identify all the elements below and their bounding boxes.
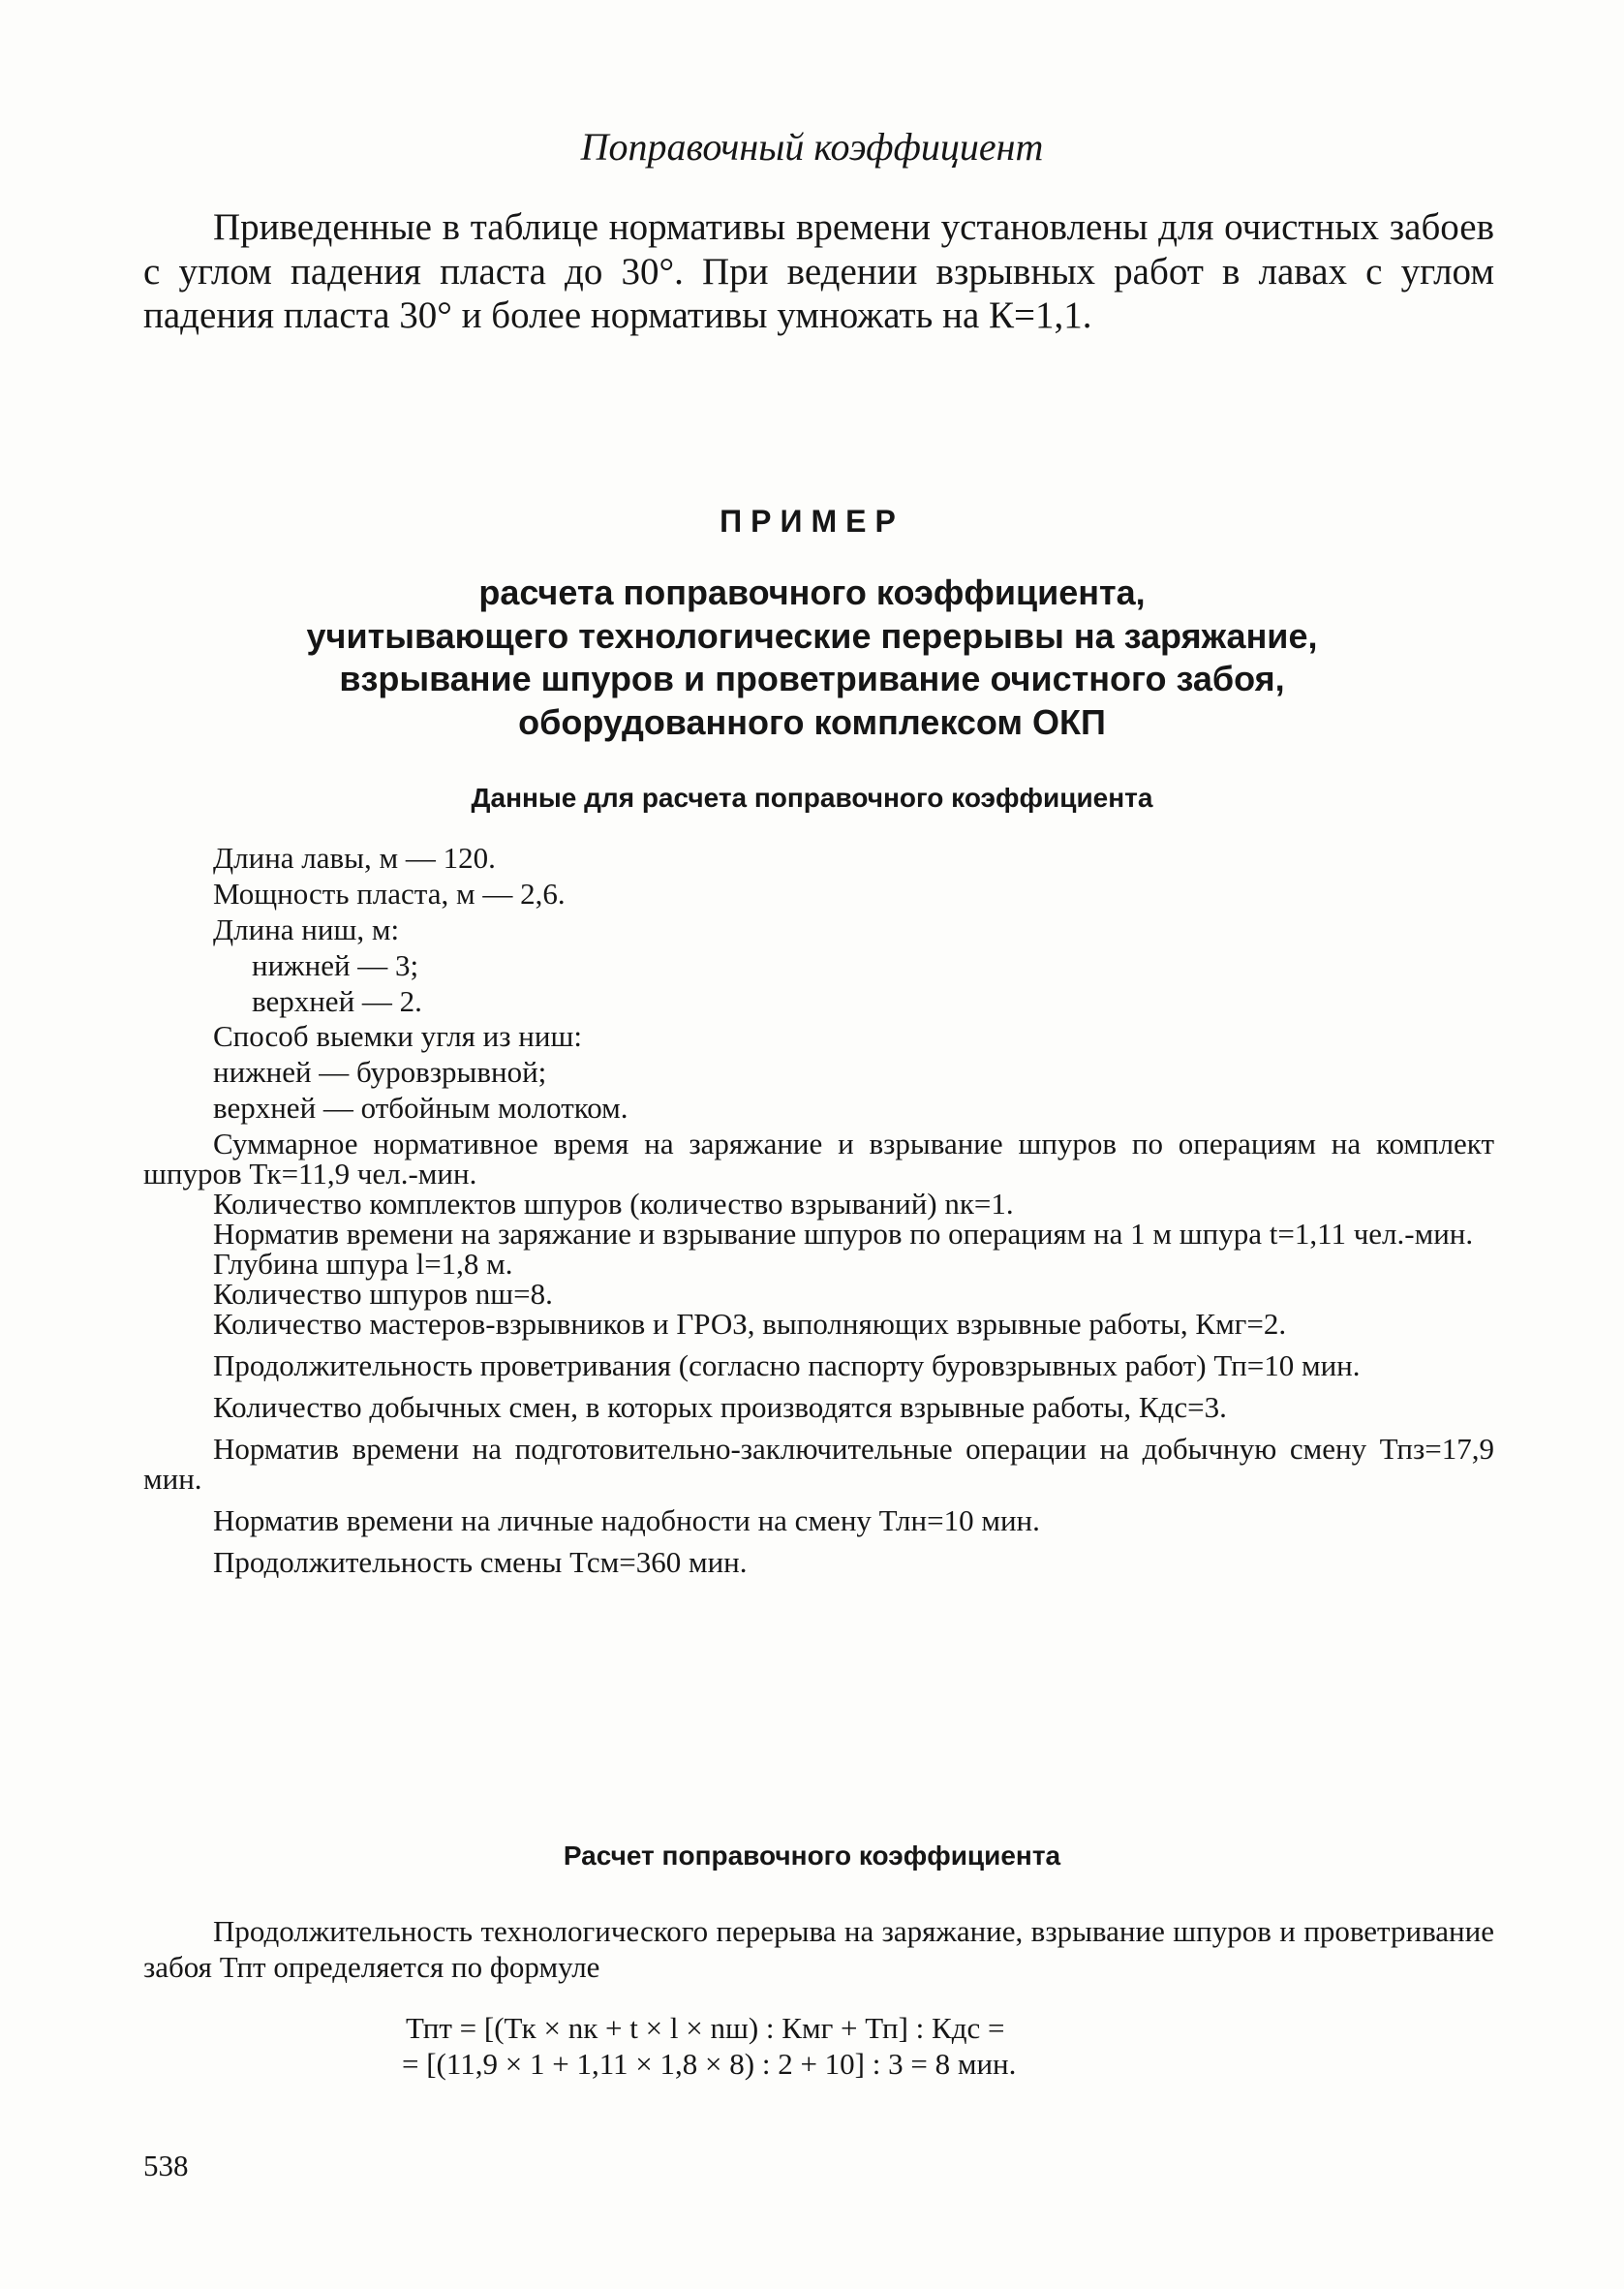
data-paragraph: Количество шпуров nш=8.: [213, 1277, 553, 1311]
page-number: 538: [143, 2149, 189, 2182]
formula-line: Тпт = [(Тк × nк + t × l × nш) : Кмг + Тп] : Кдс =: [406, 2011, 1005, 2045]
calc-section-heading: Расчет поправочного коэффициента: [563, 1840, 1061, 1871]
list-item: верхней — отбойным молотком.: [213, 1091, 628, 1126]
formula-line: = [(11,9 × 1 + 1,11 × 1,8 × 8) : 2 + 10] : 3 = 8 мин.: [402, 2047, 1017, 2082]
list-item: Длина ниш, м:: [213, 912, 400, 946]
example-subheading: [0, 572, 1624, 745]
data-section-heading: Данные для расчета поправочного коэффициента: [471, 783, 1153, 813]
section-title: Поправочный коэффициент: [580, 125, 1044, 169]
data-paragraph: Продолжительность проветривания (согласно паспорту буровзрывных работ) Тп=10 мин.: [213, 1348, 1361, 1382]
list-item: нижней — буровзрывной;: [213, 1055, 547, 1090]
data-paragraph: Суммарное нормативное время на заряжание и взрывание шпуров по операциям на комплект шпуров Тк=11,9 чел.-мин.: [143, 1127, 1494, 1191]
intro-paragraph: Приведенные в таблице нормативы времени установлены для очистных забоев с углом падения пласта до 30°. При ведении взрывных работ в лавах с углом падения пласта 30° и более нормативы умножать на К=1,1.: [143, 206, 1494, 337]
subheading-line: оборудованного комплексом ОКП: [518, 701, 1106, 742]
data-paragraph: Количество комплектов шпуров (количество взрываний) nк=1.: [213, 1187, 1014, 1221]
data-paragraph: Норматив времени на заряжание и взрывание шпуров по операциям на 1 м шпура t=1,11 чел.-мин.: [213, 1217, 1474, 1251]
data-paragraph: Норматив времени на подготовительно-заключительные операции на добычную смену Тпз=17,9 мин.: [143, 1432, 1494, 1496]
formula: [402, 2010, 1016, 2082]
data-paragraphs: [143, 1129, 1494, 1577]
data-paragraph: Количество мастеров-взрывников и ГРОЗ, выполняющих взрывные работы, Кмг=2.: [213, 1307, 1287, 1341]
list-item: нижней — 3;: [252, 947, 419, 982]
example-heading: ПРИМЕР: [720, 504, 904, 539]
data-paragraph: Глубина шпура l=1,8 м.: [213, 1247, 513, 1281]
list-item: Мощность пласта, м — 2,6.: [213, 876, 566, 911]
data-list: [143, 841, 1494, 1127]
data-paragraph: Норматив времени на личные надобности на смену Тлн=10 мин.: [213, 1503, 1040, 1537]
list-item: верхней — 2.: [252, 983, 422, 1018]
subheading-line: расчета поправочного коэффициента,: [478, 572, 1146, 612]
subheading-line: взрывание шпуров и проветривание очистного забоя,: [339, 659, 1285, 699]
calc-paragraph: Продолжительность технологического перерыва на заряжание, взрывание шпуров и проветривание забоя Тпт определяется по формуле: [143, 1914, 1494, 1984]
list-item: Способ выемки угля из ниш:: [213, 1019, 582, 1054]
list-item: Длина лавы, м — 120.: [213, 841, 496, 875]
subheading-line: учитывающего технологические перерывы на заряжание,: [306, 615, 1318, 656]
data-paragraph: Количество добычных смен, в которых производятся взрывные работы, Кдс=3.: [213, 1390, 1227, 1424]
data-paragraph: Продолжительность смены Тсм=360 мин.: [213, 1545, 748, 1579]
